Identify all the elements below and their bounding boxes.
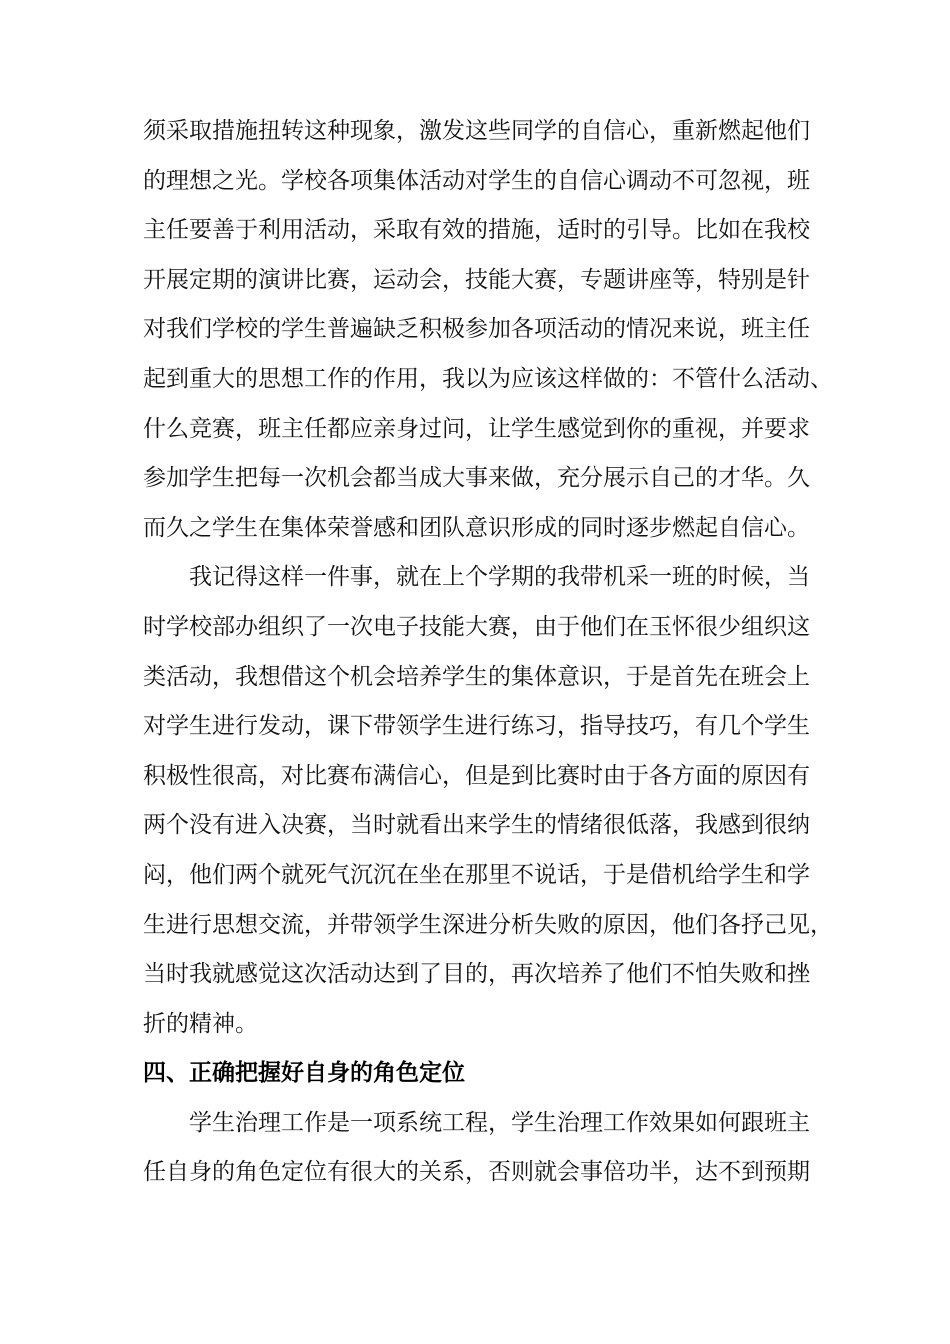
text-line: 积极性很高，对比赛布满信心，但是到比赛时由于各方面的原因有: [143, 762, 810, 789]
text-line: 生进行思想交流，并带领学生深进分析失败的原因，他们各抒己见，: [143, 911, 833, 938]
text-line-first: 我记得这样一件事，就在上个学期的我带机采一班的时候，当: [189, 564, 810, 591]
text-line-first: 学生治理工作是一项系统工程，学生治理工作效果如何跟班主: [189, 1109, 810, 1136]
text-line: 参加学生把每一次机会都当成大事来做，充分展示自己的才华。久: [143, 465, 810, 492]
text-line: 而久之学生在集体荣誉感和团队意识形成的同时逐步燃起自信心。: [143, 514, 810, 541]
text-line: 对我们学校的学生普遍缺乏积极参加各项活动的情况来说，班主任: [143, 316, 810, 343]
text-line: 起到重大的思想工作的作用，我以为应该这样做的：不管什么活动、: [143, 365, 833, 392]
text-line: 主任要善于利用活动，采取有效的措施，适时的引导。比如在我校: [143, 217, 810, 244]
text-line: 任自身的角色定位有很大的关系，否则就会事倍功半，达不到预期: [143, 1159, 810, 1186]
text-line: 两个没有进入决赛，当时就看出来学生的情绪很低落，我感到很纳: [143, 812, 810, 839]
text-line: 的理想之光。学校各项集体活动对学生的自信心调动不可忽视，班: [143, 167, 810, 194]
text-line: 须采取措施扭转这种现象，激发这些同学的自信心，重新燃起他们: [143, 118, 810, 144]
text-line: 折的精神。: [143, 1010, 258, 1037]
text-line: 时学校部办组织了一次电子技能大赛，由于他们在玉怀很少组织这: [143, 613, 810, 640]
paragraph-3: [143, 1099, 810, 1198]
paragraph-1: [143, 107, 833, 553]
text-line: 对学生进行发动，课下带领学生进行练习，指导技巧，有几个学生: [143, 713, 810, 740]
text-line: 开展定期的演讲比赛，运动会，技能大赛，专题讲座等，特别是针: [143, 266, 810, 293]
text-line: 当时我就感觉这次活动达到了目的，再次培养了他们不怕失败和挫: [143, 961, 810, 988]
text-line: 类活动，我想借这个机会培养学生的集体意识，于是首先在班会上: [143, 663, 810, 690]
document-body: [143, 107, 833, 1198]
text-line: 闷，他们两个就死气沉沉在坐在那里不说话，于是借机给学生和学: [143, 861, 810, 888]
text-line: 什么竞赛，班主任都应亲身过问，让学生感觉到你的重视，并要求: [143, 415, 810, 442]
paragraph-2: [143, 553, 833, 1049]
section-heading: 四、正确把握好自身的角色定位: [143, 1060, 465, 1087]
